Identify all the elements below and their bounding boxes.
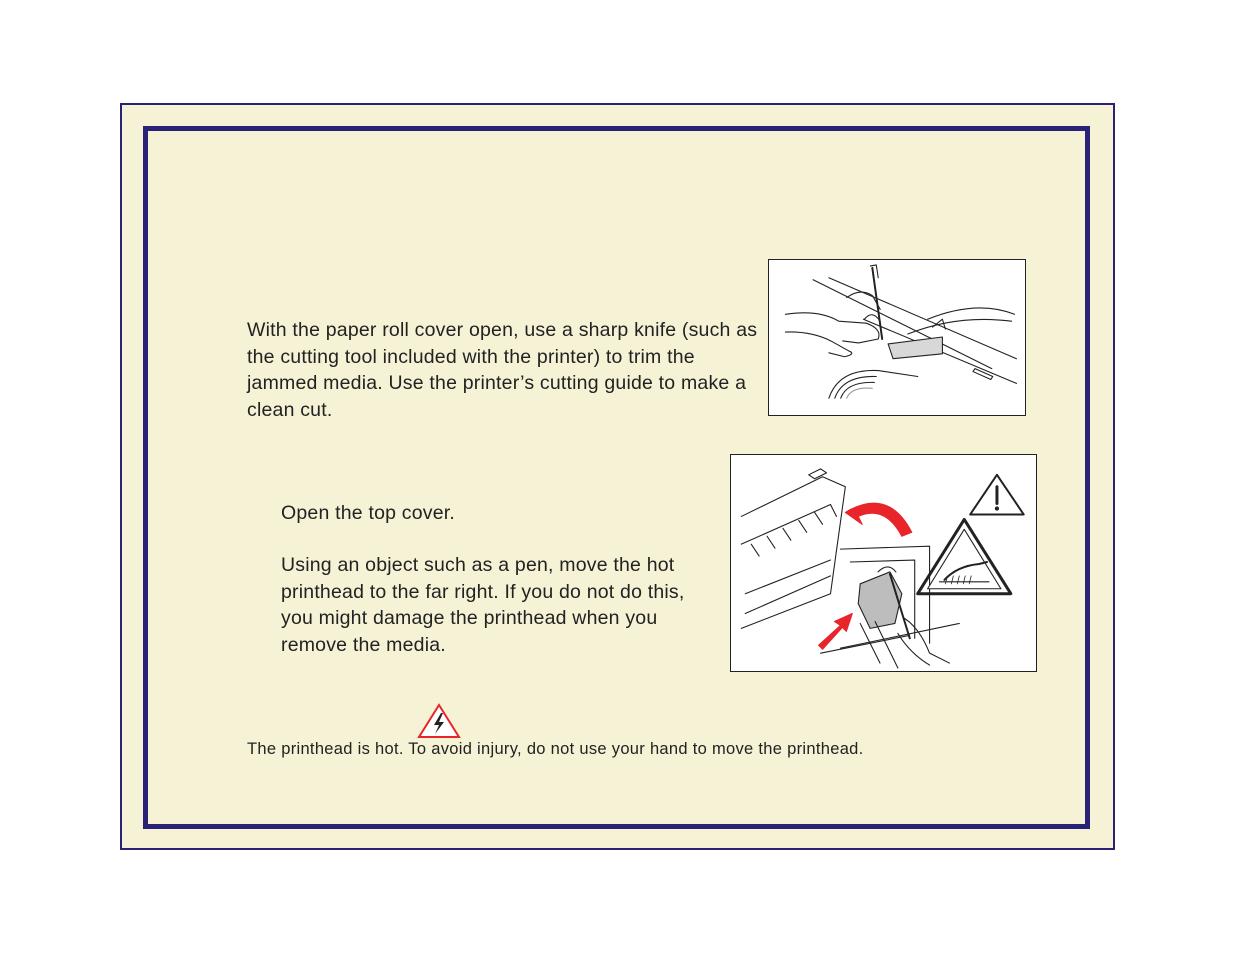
move-printhead-instruction: Using an object such as a pen, move the hot printhead to the far right. If you do not do this, you might damage the printhead when you remove the media. bbox=[281, 554, 685, 656]
exclamation-triangle-icon bbox=[970, 475, 1024, 515]
open-cover-instruction: Open the top cover. bbox=[281, 502, 455, 524]
open-cover-illustration bbox=[730, 454, 1037, 672]
trim-media-instruction: With the paper roll cover open, use a sharp knife (such as the cutting tool included with the printer) to trim the jammed media. Use the printer’s cutting guide to make a clean cut. bbox=[247, 319, 758, 421]
hazard-triangle-icon bbox=[417, 703, 461, 739]
hot-printhead-warning: The printhead is hot. To avoid injury, do not use your hand to move the printhead. bbox=[247, 740, 864, 758]
cut-media-illustration bbox=[768, 259, 1026, 416]
